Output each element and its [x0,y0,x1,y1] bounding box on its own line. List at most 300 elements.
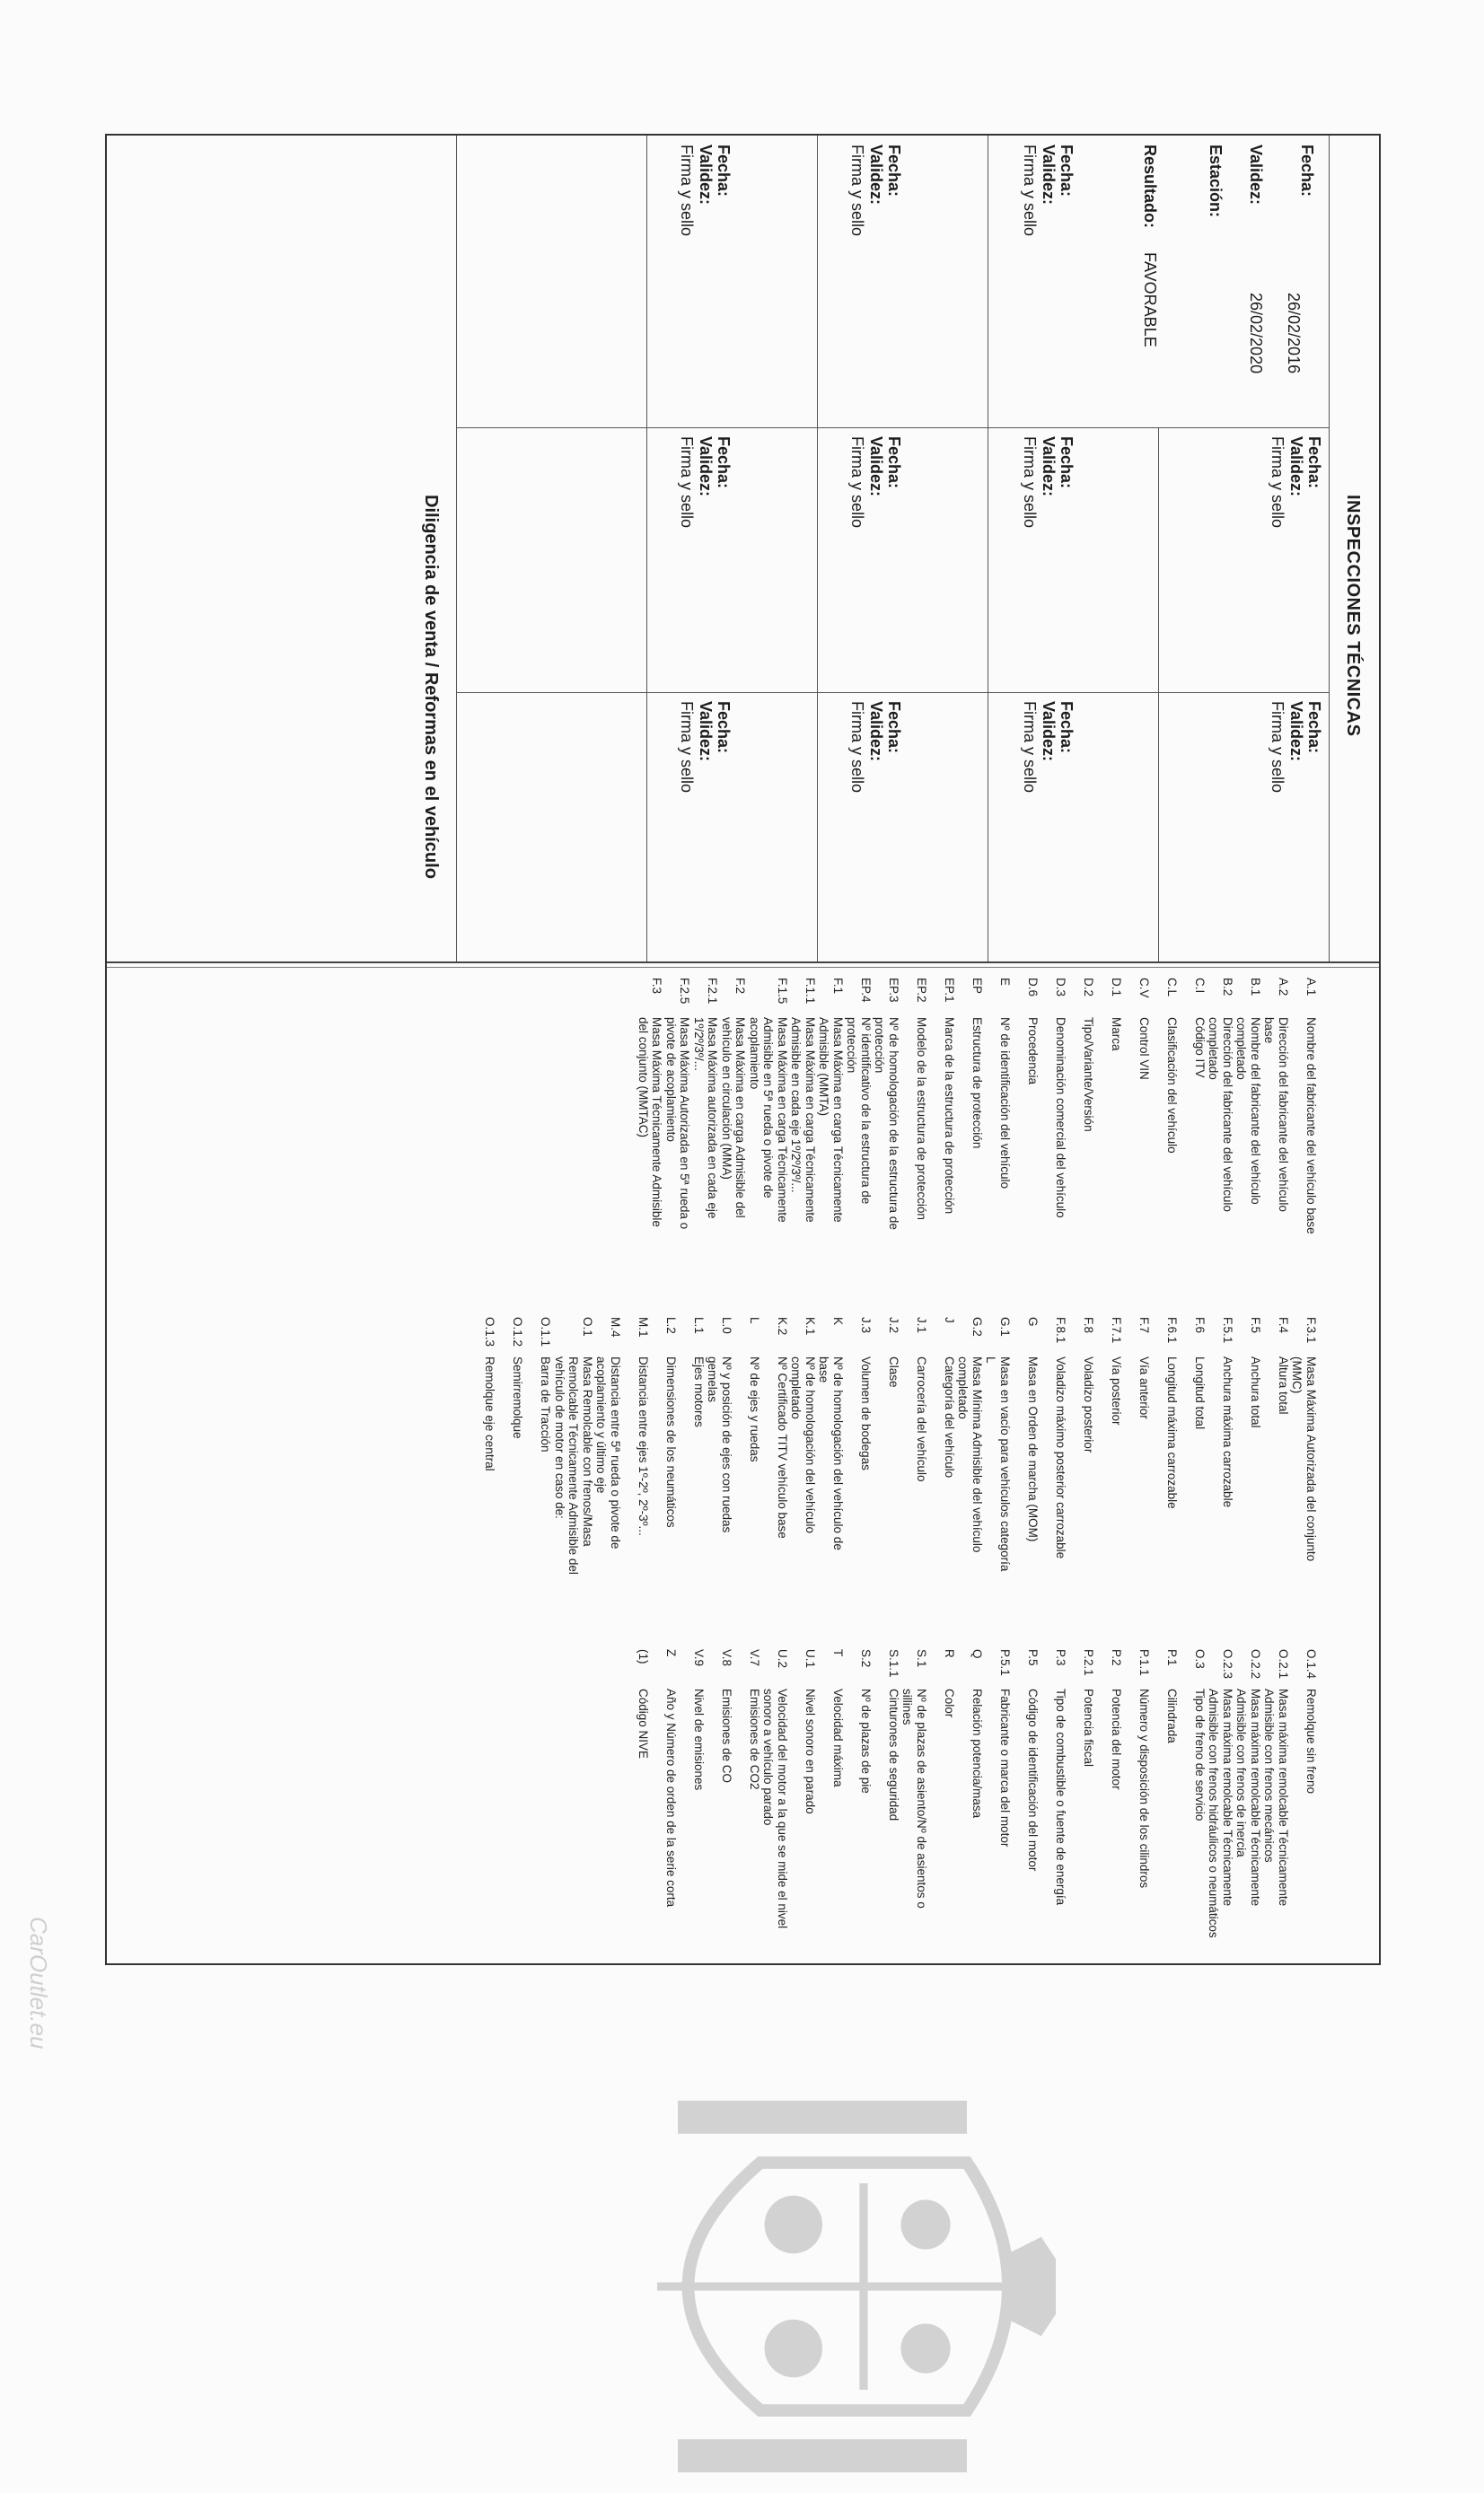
code-description: Código de identificación del motor [1026,1689,1040,1872]
code-row [1123,1649,1151,1945]
section-divider [107,961,1379,963]
code-row [1262,1649,1290,1945]
code-description: Dimensiones de los neumáticos [664,1356,678,1528]
code-id: F.7.1 [1110,1317,1123,1344]
coat-of-arms-watermark [589,2080,1056,2493]
codes-legend [107,967,1379,1967]
code-description: Remolque sin freno [1304,1689,1318,1795]
code-row [748,978,790,1238]
code-row [1012,1649,1040,1945]
code-id: F.6 [1193,1317,1207,1334]
code-description: Número y disposición de los cilindros [1137,1689,1151,1889]
code-row [678,1317,706,1577]
code-id: C.V [1137,978,1151,998]
code-description: Masa Máxima en carga Admisible del vehículo en circulación (MMA) [720,1017,748,1218]
cell-firma-label: Firma y sello [1021,701,1039,794]
code-row [817,1317,845,1577]
code-id: F.4 [1277,1317,1290,1334]
code-id: A.1 [1304,978,1318,996]
code-id: B.2 [1221,978,1234,996]
cell-firma-label: Firma y sello [678,436,696,529]
code-description: Semirremolque [511,1356,525,1439]
code-id: F.8 [1082,1317,1095,1334]
code-description: Distancia entre ejes 1º-2º, 2º-3º... [637,1356,650,1536]
code-row [1234,978,1262,1238]
cell-firma-label: Firma y sello [678,701,696,794]
cell-firma-label: Firma y sello [1269,701,1286,794]
code-id: F.3 [650,978,664,995]
code-row [1067,978,1095,1238]
code-id: P.1.1 [1137,1649,1151,1676]
code-row [817,978,845,1238]
grid-vline-1 [457,427,1330,428]
code-description: Nº de plazas de asiento/Nº de asientos o sillines [900,1689,928,1909]
inspection-cell [1020,145,1076,236]
code-id: EP.3 [887,978,900,1003]
inspection-cell [677,701,733,793]
code-description: Anchura total [1249,1356,1262,1428]
code-description: Volumen de bodegas [859,1356,873,1470]
code-row [1290,1649,1318,1945]
grid-hline-1 [1158,427,1159,961]
code-description: Fabricante o marca del motor [998,1689,1012,1848]
code-description: Nº de homologación del vehículo completado [789,1356,817,1534]
code-id: O.3 [1193,1649,1207,1669]
code-row [873,1649,900,1945]
cell-fecha-label: Fecha: [1305,701,1323,754]
code-description: Vía posterior [1110,1356,1123,1426]
code-id: D.2 [1082,978,1095,997]
code-id: B.1 [1249,978,1262,996]
cell-firma-label: Firma y sello [1021,436,1039,529]
code-row [692,978,720,1238]
code-description: Marca [1110,1017,1123,1051]
code-id: C.I [1193,978,1207,994]
code-row [789,1317,817,1577]
code-id: O.2.1 [1277,1649,1290,1680]
inspection-cell [847,145,903,236]
code-row [1234,1317,1262,1577]
code-id: S.1 [915,1649,928,1668]
code-row [1290,978,1318,1238]
cell-fecha-label: Fecha: [715,701,733,754]
cell-firma-label: Firma y sello [678,145,696,237]
inspection-cell [677,145,733,236]
cell-validez-label: Validez: [697,145,715,206]
code-id: V.9 [692,1649,706,1667]
cell-fecha-label: Fecha: [1058,145,1076,198]
code-row [873,1317,900,1577]
code-row [622,1649,650,1945]
cell-validez-label: Validez: [1040,145,1058,206]
code-description: Relación potencia/masa [970,1689,984,1819]
code-id: G.2 [970,1317,984,1337]
code-id: C.L [1165,978,1179,997]
code-description: Masa en vacío para vehículos categoría L [984,1356,1012,1572]
code-row [733,1649,761,1945]
code-row [1012,978,1040,1238]
code-description: Vía anterior [1137,1356,1151,1419]
cell-fecha-label: Fecha: [885,436,903,489]
code-id: F.5.1 [1221,1317,1234,1344]
code-description: Nº y posición de ejes con ruedas gemelas [706,1356,733,1533]
code-row [900,978,928,1238]
code-row [1095,1317,1123,1577]
code-description: Dirección del fabricante del vehículo base [1262,1017,1290,1212]
code-row [1012,1317,1040,1577]
cell-fecha-label: Fecha: [1058,701,1076,754]
code-id: K.2 [776,1317,789,1336]
fecha-label: Fecha: [1298,145,1316,198]
code-id: S.2 [859,1649,873,1668]
code-row [1123,1317,1151,1577]
code-description: Carrocería del vehículo [915,1356,928,1482]
code-row [650,1317,678,1577]
code-description: Control VIN [1137,1017,1151,1080]
code-description: Código ITV [1193,1017,1207,1078]
code-description: Tipo de freno de servicio [1193,1689,1207,1821]
code-id: EP [970,978,984,995]
code-description: Cilindrada [1165,1689,1179,1743]
code-id: P.2 [1110,1649,1123,1666]
code-row [761,1317,789,1577]
code-description: Clasificación del vehículo [1165,1017,1179,1154]
code-description: Masa Máxima autorizada en cada eje 1º/2º/3º/... [692,1017,720,1219]
code-row [1179,1649,1207,1945]
code-id: R [943,1649,956,1658]
code-id: F.3.1 [1304,1317,1318,1344]
code-id: L.2 [664,1317,678,1334]
code-id: V.7 [748,1649,761,1667]
code-row [1290,1317,1318,1577]
code-id: F.1.5 [776,978,789,1005]
code-row [1151,1649,1179,1945]
code-id: O.1.2 [511,1317,525,1347]
code-description: Nº de ejes y ruedas [748,1356,761,1462]
code-id: U.2 [776,1649,789,1669]
code-description: Nº de homologación de la estructura de protección [873,1017,900,1230]
cell-firma-label: Firma y sello [848,701,866,794]
code-id: O.1.4 [1304,1649,1318,1680]
code-id: J.1 [915,1317,928,1334]
code-row [733,1317,761,1577]
code-description: Masa Máxima en carga Técnicamente Admisible en 5ª rueda o pivote de acoplamiento [748,1017,789,1223]
code-id: F.1 [831,978,845,995]
grid-vline-2 [457,692,1330,693]
code-row [720,978,748,1238]
code-description: Nombre del fabricante del vehículo completado [1234,1017,1262,1205]
code-description: Nº de homologación del vehículo de base [817,1356,845,1550]
code-id: L.0 [720,1317,733,1334]
code-description: Potencia del motor [1110,1689,1123,1790]
code-row [497,1317,525,1577]
cell-validez-label: Validez: [1040,701,1058,762]
code-id: T [831,1649,845,1657]
code-id: U.1 [803,1649,817,1669]
code-description: Masa Mínima Admisible del vehículo completado [956,1356,984,1553]
code-description: Emisiones de CO [720,1689,733,1784]
code-row [1179,1317,1207,1577]
code-id: D.1 [1110,978,1123,997]
code-row [1234,1649,1262,1945]
code-row [789,978,817,1238]
inspection-cell [847,436,903,528]
code-description: Masa Máxima en carga Técnicamente Admisible (MMTA) [817,1017,845,1223]
grid-hline-3 [817,136,818,961]
code-id: J.2 [887,1317,900,1334]
code-row [789,1649,817,1945]
code-id: P.5 [1026,1649,1040,1666]
code-description: Estructura de protección [970,1017,984,1149]
code-description: Longitud máxima carrozable [1165,1356,1179,1509]
code-row [664,978,692,1238]
cell-validez-label: Validez: [867,145,885,206]
code-row [928,978,956,1238]
codes-column-2 [470,1317,1319,1577]
cell-fecha-label: Fecha: [1305,436,1323,489]
cell-fecha-label: Fecha: [1058,436,1076,489]
code-row [1151,978,1179,1238]
code-id: O.1.3 [483,1317,497,1347]
cell-validez-label: Validez: [867,701,885,762]
code-row [1095,978,1123,1238]
code-row [1207,978,1234,1238]
code-id: G [1026,1317,1040,1327]
code-description: Masa Máxima Autorizada del conjunto (MMC) [1290,1356,1318,1562]
codes-column-3 [622,1649,1318,1945]
code-row [1040,978,1067,1238]
code-row [470,1317,497,1577]
code-description: Remolque eje central [483,1356,497,1471]
code-id: P.1 [1165,1649,1179,1666]
code-id: F.2 [733,978,748,995]
code-id: L [748,1317,761,1324]
code-id: M.4 [609,1317,622,1338]
code-description: Distancia entre 5ª rueda o pivote de acoplamiento y último eje [594,1356,622,1549]
code-id: M.1 [637,1317,650,1338]
inspection-cell [1268,701,1323,793]
code-row [650,1649,678,1945]
cell-fecha-label: Fecha: [885,145,903,198]
resultado-label: Resultado: [1141,145,1159,229]
code-description: Anchura máxima carrozable [1221,1356,1234,1508]
validez-value: 26/02/2020 [1247,293,1265,374]
code-description: Masa máxima remolcable Técnicamente Admisible con frenos hidráulicos o neumáticos [1207,1689,1234,1938]
code-row [928,1317,956,1577]
code-description: Nº de identificación del vehículo [998,1017,1012,1189]
cell-fecha-label: Fecha: [715,436,733,489]
code-id: A.2 [1277,978,1290,996]
code-id: G.1 [998,1317,1012,1337]
code-description: Tipo de combustible o fuente de energía [1054,1689,1067,1906]
code-row [984,978,1012,1238]
code-id: O.1 [581,1317,594,1337]
code-description: Nivel sonoro en parado [803,1689,817,1814]
code-row [622,1317,650,1577]
code-description: Año y Número de orden de la serie corta [664,1689,678,1908]
code-description: Clase [887,1356,900,1388]
code-description: Color [943,1689,956,1718]
code-description: Nº Certificado TITV vehículo base [776,1356,789,1539]
code-id: K.1 [803,1317,817,1336]
code-row [1179,978,1207,1238]
code-description: Velocidad del motor a la que se mide el nivel sonoro a vehículo parado [761,1689,789,1929]
code-row [637,978,664,1238]
code-id: F.6.1 [1165,1317,1179,1344]
code-description: Potencia fiscal [1082,1689,1095,1768]
code-description: Masa máxima remolcable Técnicamente Admisible con frenos de inercia [1234,1689,1262,1907]
code-row [956,978,984,1238]
code-id: O.1.1 [539,1317,553,1347]
code-row [984,1649,1012,1945]
code-row [706,1649,733,1945]
code-id: (1) [637,1649,650,1664]
code-description: Denominación comercial del vehículo [1054,1017,1067,1218]
code-description: Procedencia [1026,1017,1040,1085]
code-description: Ejes motores [692,1356,706,1427]
code-description: Cinturones de seguridad [887,1689,900,1821]
code-id: P.2.1 [1082,1649,1095,1676]
code-description: Masa máxima remolcable Técnicamente Admisible con frenos mecánicos [1262,1689,1290,1907]
inspection-cell [1020,436,1076,528]
code-row [956,1649,984,1945]
code-description: Masa Máxima Autorizada en 5ª rueda o pivote de acoplamiento [664,1017,692,1230]
code-description: Barra de Tracción [539,1356,553,1453]
code-row [553,1317,595,1577]
code-row [678,1649,706,1945]
cell-fecha-label: Fecha: [715,145,733,198]
code-row [1123,978,1151,1238]
code-row [873,978,900,1238]
code-id: EP.2 [915,978,928,1003]
code-id: V.8 [720,1649,733,1667]
code-id: F.2.5 [678,978,692,1005]
code-row [1207,1649,1234,1945]
cell-validez-label: Validez: [697,701,715,762]
code-row [706,1317,733,1577]
code-row [761,1649,789,1945]
code-id: EP.4 [859,978,873,1003]
diligencia-title: Diligencia de venta / Reformas en el vehículo [421,495,441,879]
code-description: Nivel de emisiones [692,1689,706,1791]
document-frame [105,134,1381,1965]
code-row [1040,1649,1067,1945]
code-description: Voladizo máximo posterior carrozable [1054,1356,1067,1559]
code-row [1095,1649,1123,1945]
grid-hline-5 [456,136,457,961]
code-description: Voladizo posterior [1082,1356,1095,1453]
inspections-section [421,136,1379,961]
code-row [1262,978,1290,1238]
inspection-cell [1268,436,1323,528]
code-row [845,1317,873,1577]
code-description: Categoría del vehículo [943,1356,956,1479]
inspection-cell [1020,701,1076,793]
code-description: Nombre del fabricante del vehículo base [1304,1017,1318,1234]
code-description: Nº identificativo de la estructura de protección [845,1017,873,1205]
code-description: Tipo/Variante/Versión [1082,1017,1095,1132]
code-row [1207,1317,1234,1577]
code-row [900,1649,928,1945]
cell-validez-label: Validez: [1287,436,1305,497]
page-title: INSPECCIONES TÉCNICAS [1343,495,1363,737]
code-description: Marca de la estructura de protección [943,1017,956,1215]
code-id: F.1.1 [803,978,817,1005]
cell-firma-label: Firma y sello [848,145,866,237]
resultado-value: FAVORABLE [1141,252,1159,347]
cell-validez-label: Validez: [867,436,885,497]
code-description: Dirección del fabricante del vehículo completado [1207,1017,1234,1212]
code-row [845,1649,873,1945]
code-id: S.1.1 [887,1649,900,1678]
cell-firma-label: Firma y sello [1021,145,1039,237]
cell-firma-label: Firma y sello [848,436,866,529]
code-id: Q [970,1649,984,1659]
inspection-cell [677,436,733,528]
code-row [928,1649,956,1945]
code-description: Masa Remolcable con frenos/Masa Remolcable Técnicamente Admisible del vehículo de motor en caso de: [553,1356,594,1575]
code-row [1067,1649,1095,1945]
cell-firma-label: Firma y sello [1269,436,1286,529]
code-row [594,1317,622,1577]
cell-validez-label: Validez: [1287,701,1305,762]
code-id: F.2.1 [706,978,720,1005]
title-divider [1329,136,1330,961]
code-id: F.8.1 [1054,1317,1067,1344]
code-id: P.5.1 [998,1649,1012,1676]
estacion-label: Estación: [1207,145,1225,218]
code-row [1067,1317,1095,1577]
code-description: Código NIVE [637,1689,650,1760]
code-description: Altura total [1277,1356,1290,1415]
cell-fecha-label: Fecha: [885,701,903,754]
codes-column-1 [637,978,1319,1238]
code-id: P.3 [1054,1649,1067,1666]
code-row [1151,1317,1179,1577]
code-id: O.2.3 [1221,1649,1234,1680]
site-watermark: CarOutlet.eu [25,1917,52,2050]
validez-label: Validez: [1247,145,1265,206]
code-description: Masa en Orden de marcha (MOM) [1026,1356,1040,1542]
code-row [956,1317,984,1577]
code-id: O.2.2 [1249,1649,1262,1680]
code-description: Emisiones de CO2 [748,1689,761,1790]
code-description: Longitud total [1193,1356,1207,1430]
code-id: J.3 [859,1317,873,1334]
grid-hline-4 [646,136,647,961]
cell-validez-label: Validez: [1040,436,1058,497]
code-row [817,1649,845,1945]
code-row [525,1317,553,1577]
code-id: Z [664,1649,678,1657]
code-id: E [998,978,1012,987]
code-row [984,1317,1012,1577]
code-description: Masa Máxima Técnicamente Admisible del conjunto (MMTAC) [637,1017,664,1227]
code-id: J [943,1317,956,1323]
code-id: EP.1 [943,978,956,1003]
code-id: D.3 [1054,978,1067,997]
code-id: F.7 [1137,1317,1151,1334]
cell-validez-label: Validez: [697,436,715,497]
code-description: Nº de plazas de pie [859,1689,873,1794]
code-row [900,1317,928,1577]
code-row [1262,1317,1290,1577]
code-row [1040,1317,1067,1577]
code-id: D.6 [1026,978,1040,997]
code-description: Masa Máxima en carga Técnicamente Admisible en cada eje 1º/2º/3º/... [789,1017,817,1223]
fecha-value: 26/02/2016 [1285,293,1303,374]
code-description: Velocidad máxima [831,1689,845,1787]
